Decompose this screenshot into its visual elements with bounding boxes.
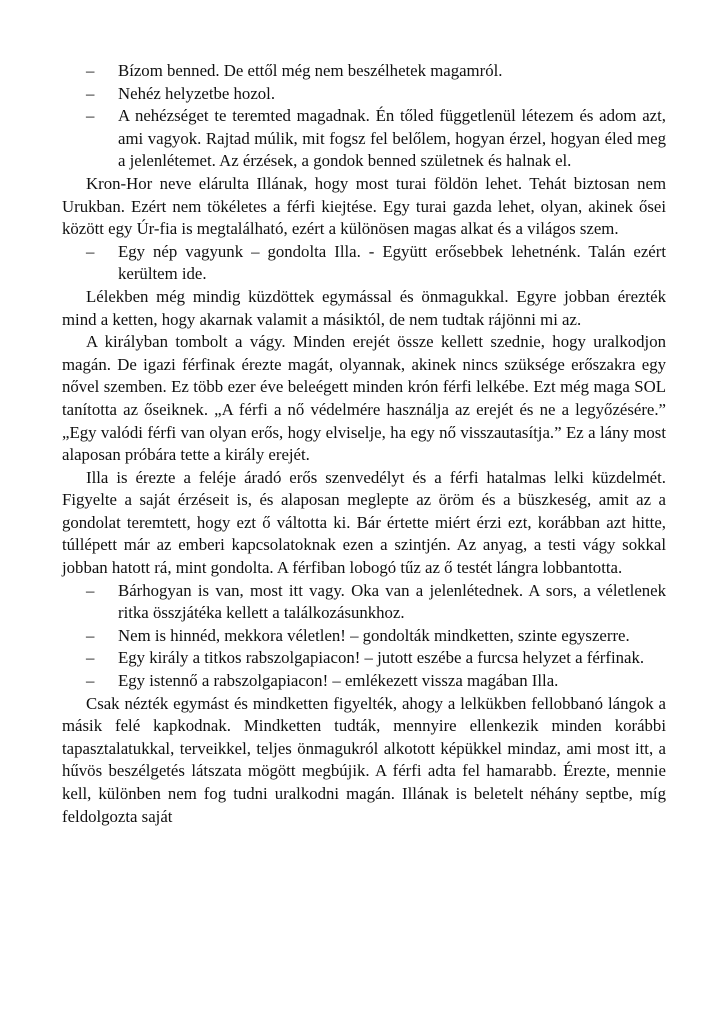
paragraph: Kron-Hor neve elárulta Illának, hogy most turai földön lehet. Tehát biztosan nem Urukban. Ezért nem tökéletes a férfi kiejtése. Egy turai gazda lehet, olyan, akinek ősei között egy Úr-fia is megtalálható, ezért a különösen magas alkat és a világos szem. xyxy=(62,173,666,239)
paragraph: Csak nézték egymást és mindketten figyelték, ahogy a lelkükben fellobbanó lángok a másik felé kapkodnak. Mindketten tudták, mennyire ellenkezik minden korábbi tapasztalatukkal, terveikkel, teljes önmagukról alkotott képükkel mindaz, ami most itt, a hűvös beszélgetés látszata mögött megbújik. A férfi adta fel hamarabb. Érezte, mennie kell, különben nem fog tudni uralkodni magán. Illának is beletelt néhány septbe, míg feldolgozta saját xyxy=(62,693,666,826)
dialogue-line: – Nem is hinnéd, mekkora véletlen! – gondolták mindketten, szinte egyszerre. xyxy=(62,625,666,648)
paragraph: Illa is érezte a feléje áradó erős szenvedélyt és a férfi hatalmas lelki küzdelmét. Figyelte a saját érzéseit is, és alaposan meglepte az öröm és a büszkeség, amit az a gondolat teremtett, hogy ezt ő váltotta ki. Bár értette miért érzi ezt, korábban azt hitte, túllépett már az emberi kapcsolatoknak ezen a szintjén. Az anyag, a testi vágy sokkal jobban hatott rá, mint gondolta. A férfiban lobogó tűz az ő testét lángra lobbantotta. xyxy=(62,467,666,578)
dialogue-line: – Egy istennő a rabszolgapiacon! – emlékezett vissza magában Illa. xyxy=(62,670,666,693)
dialogue-line: – Bízom benned. De ettől még nem beszélhetek magamról. xyxy=(62,60,666,83)
dialogue-line: – Egy nép vagyunk – gondolta Illa. - Együtt erősebbek lehetnénk. Talán ezért kerültem ide. xyxy=(62,241,666,286)
dialogue-line: – Egy király a titkos rabszolgapiacon! – jutott eszébe a furcsa helyzet a férfinak. xyxy=(62,647,666,670)
dialogue-line: – Nehéz helyzetbe hozol. xyxy=(62,83,666,106)
paragraph: Lélekben még mindig küzdöttek egymással és önmagukkal. Egyre jobban érezték mind a ketten, hogy akarnak valamit a másiktól, de nem tudtak rájönni mi az. xyxy=(62,286,666,329)
dialogue-line: – Bárhogyan is van, most itt vagy. Oka van a jelenlétednek. A sors, a véletlenek ritka összjátéka kellett a találkozásunkhoz. xyxy=(62,580,666,625)
dialogue-line: – A nehézséget te teremted magadnak. Én tőled függetlenül létezem és adom azt, ami vagyok. Rajtad múlik, mit fogsz fel belőlem, hogyan érzel, hogyan éled meg a jelenlétemet. Az érzések, a gondok benned születnek és halnak el. xyxy=(62,105,666,173)
paragraph: A királyban tombolt a vágy. Minden erejét össze kellett szednie, hogy uralkodjon magán. De igazi férfinak érezte magát, olyannak, akinek nincs szüksége erőszakra egy nővel szemben. Ez több ezer éve beleégett minden krón férfi lelkébe. Ezt még maga SOL tanította az őseiknek. „A férfi a nő védelmére használja az erejét és ne a legyőzésére.” „Egy valódi férfi van olyan erős, hogy elviselje, ha egy nő visszautasítja.” Ez a lány most alaposan próbára tette a király erejét. xyxy=(62,332,666,465)
